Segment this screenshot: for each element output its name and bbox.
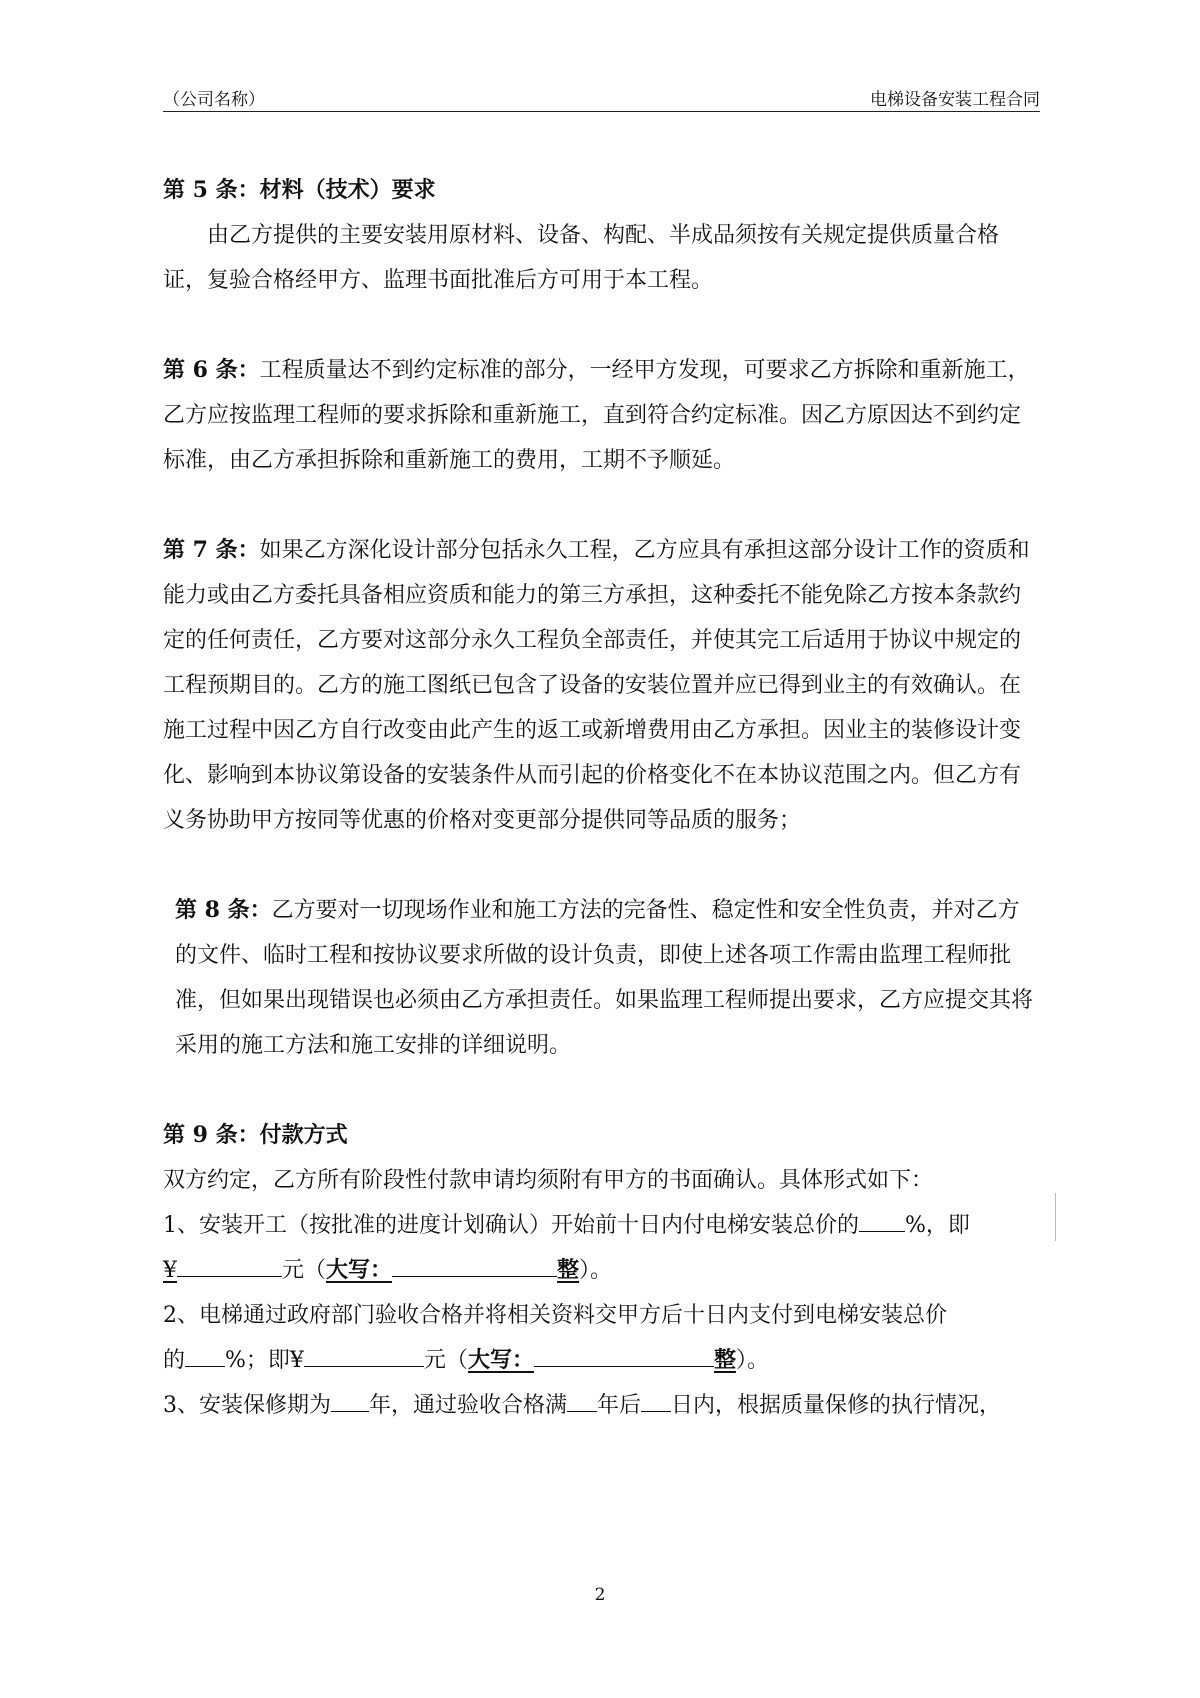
article-6-body: 工程质量达不到约定标准的部分，一经甲方发现，可要求乙方拆除和重新施工，乙方应按监理工程师的要求拆除和重新施工，直到符合约定标准。因乙方原因达不到约定标准，由乙方承担拆除和重新施工的费用，工期不予顺延。 [163, 358, 1030, 473]
warranty-years-blank [331, 1385, 369, 1412]
article-7-body: 如果乙方深化设计部分包括永久工程，乙方应具有承担这部分设计工作的资质和能力或由乙方委托具备相应资质和能力的第三方承担，这种委托不能免除乙方按本条款约定的任何责任，乙方要对这部分永久工程负全部责任，并使其完工后适用于协议中规定的工程预期目的。乙方的施工图纸已包含了设备的安装位置并应已得到业主的有效确认。在施工过程中因乙方自行改变由此产生的返工或新增费用由乙方承担。因业主的装修设计变化、影响到本协议第设备的安装条件从而引起的价格变化不在本协议范围之内。但乙方有义务协助甲方按同等优惠的价格对变更部分提供同等品质的服务； [163, 538, 1030, 833]
article-7 [163, 528, 1041, 843]
payment-item-3 [163, 1383, 1041, 1428]
capital-blank-1 [392, 1250, 557, 1277]
payment-item-2-yen: %；即¥ [225, 1348, 304, 1373]
capital-blank-2 [534, 1340, 714, 1367]
payment-item-1 [163, 1203, 1041, 1248]
years-blank [567, 1385, 597, 1412]
contract-title: 电梯设备安装工程合同 [870, 90, 1040, 110]
yuan-2: 元（ [423, 1348, 468, 1373]
margin-mark [1055, 1193, 1056, 1241]
article-8-body: 乙方要对一切现场作业和施工方法的完备性、稳定性和安全性负责，并对乙方的文件、临时工程和按协议要求所做的设计负责，即使上述各项工作需由监理工程师批准，但如果出现错误也必须由乙方承担责任。如果监理工程师提出要求，乙方应提交其将采用的施工方法和施工安排的详细说明。 [175, 898, 1034, 1058]
article-5-title: 第 5 条：材料（技术）要求 [163, 177, 436, 203]
article-9-intro: 双方约定，乙方所有阶段性付款申请均须附有甲方的书面确认。具体形式如下： [163, 1168, 934, 1193]
company-name-placeholder: （公司名称） [163, 90, 265, 110]
percent-blank-1 [859, 1205, 905, 1232]
yuan-1: 元（ [282, 1258, 327, 1283]
capital-label-2: 大写： [467, 1347, 534, 1373]
payment-item-3-text-b: 年，通过验收合格满 [369, 1393, 568, 1418]
capital-label-1: 大写： [326, 1257, 393, 1283]
yen-sign-1: ¥ [163, 1258, 177, 1283]
payment-item-3-text-a: 3、安装保修期为 [163, 1393, 331, 1418]
page-header [163, 85, 1040, 112]
days-blank [641, 1385, 671, 1412]
page-number: 2 [594, 1585, 606, 1605]
article-6-label: 第 6 条： [163, 357, 260, 383]
payment-item-1-amount [163, 1248, 1041, 1293]
payment-item-2: 2、电梯通过政府部门验收合格并将相关资料交甲方后十日内支付到电梯安装总价 [163, 1303, 947, 1328]
contract-body [163, 168, 1041, 1428]
close-2: ）。 [735, 1348, 769, 1373]
article-7-label: 第 7 条： [163, 537, 260, 563]
payment-item-3-text-d: 日内，根据质量保修的执行情况， [671, 1393, 1002, 1418]
payment-item-1-suffix: %，即 [905, 1213, 970, 1238]
payment-item-2-de: 的 [163, 1348, 186, 1373]
amount-blank-1 [177, 1250, 282, 1277]
article-8 [163, 888, 1041, 1068]
article-8-label: 第 8 条： [175, 897, 272, 923]
payment-item-3-text-c: 年后 [597, 1393, 642, 1418]
article-9-title: 第 9 条：付款方式 [163, 1122, 348, 1148]
article-5-body: 由乙方提供的主要安装用原材料、设备、构配、半成品须按有关规定提供质量合格证，复验合格经甲方、监理书面批准后方可用于本工程。 [163, 223, 1000, 293]
article-6 [163, 348, 1041, 483]
amount-blank-2 [304, 1340, 424, 1367]
payment-item-1-text: 1、安装开工（按批准的进度计划确认）开始前十日内付电梯安装总价的 [163, 1213, 859, 1238]
percent-blank-2 [185, 1340, 225, 1367]
zheng-2: 整 [713, 1347, 736, 1373]
zheng-1: 整 [557, 1257, 580, 1283]
payment-item-2-amount [163, 1338, 1041, 1383]
close-1: ）。 [579, 1258, 613, 1283]
